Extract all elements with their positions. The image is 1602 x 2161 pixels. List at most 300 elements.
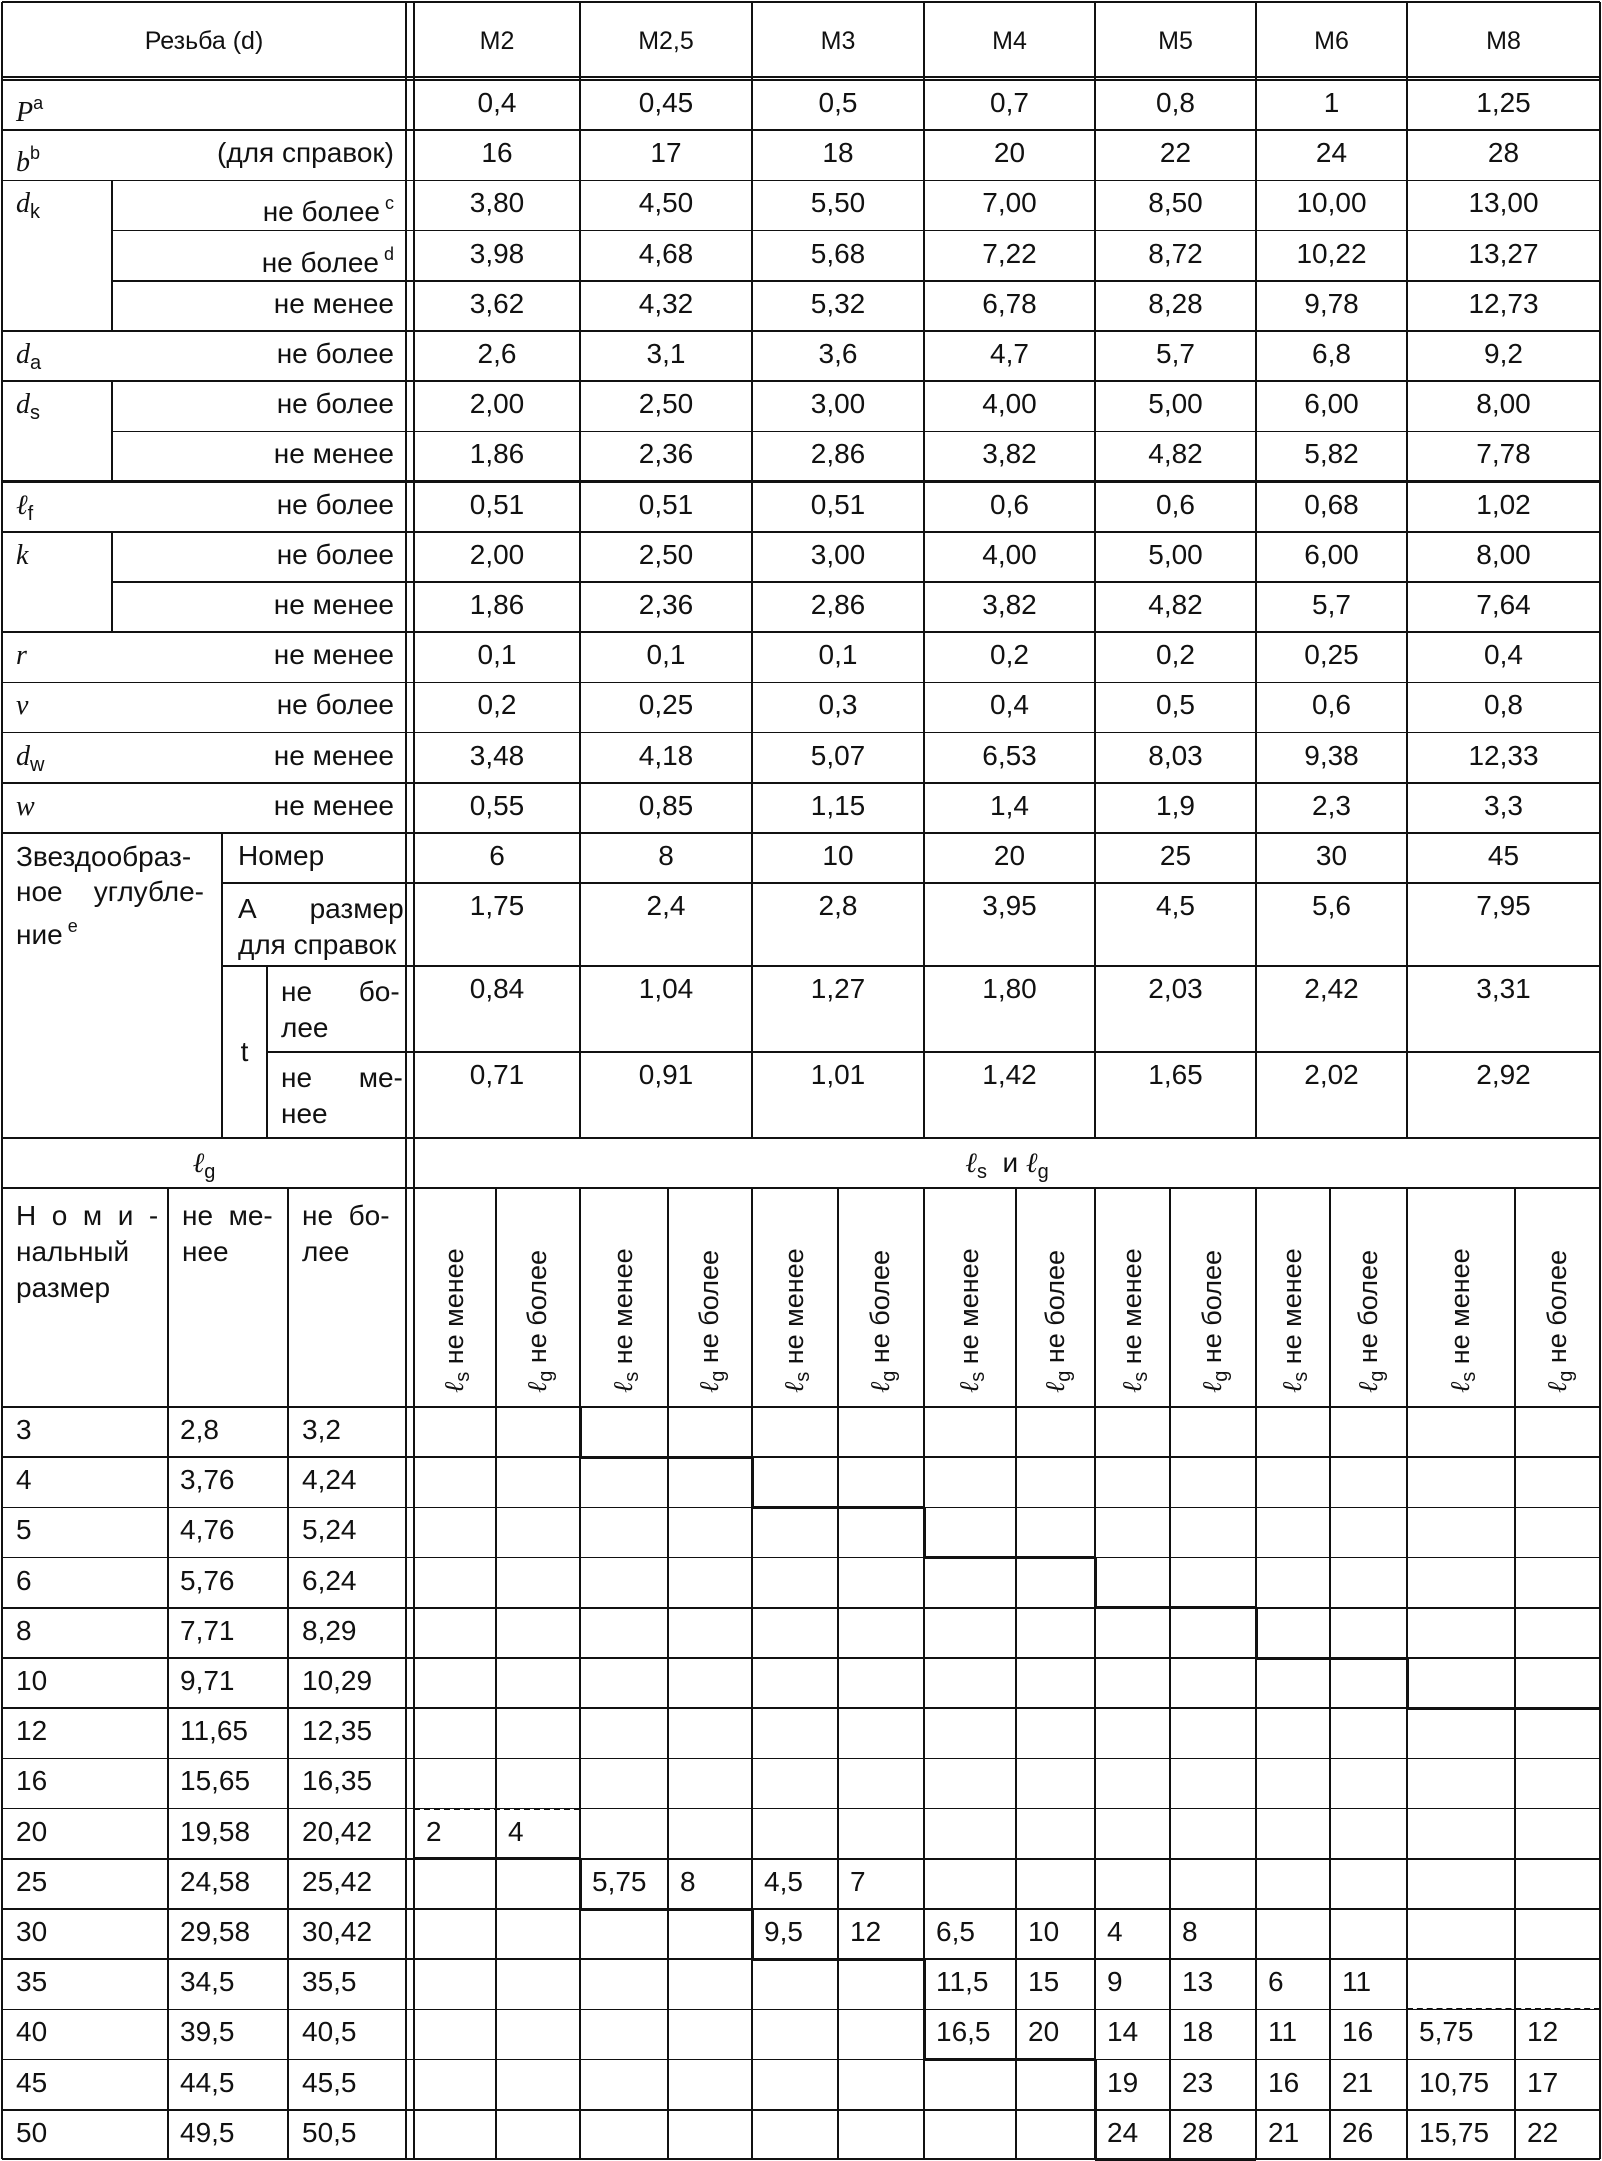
vt-symbol: ℓ bbox=[1352, 1381, 1383, 1393]
size-label: M3 bbox=[820, 27, 856, 55]
recess-a-line: для справок bbox=[238, 929, 397, 960]
param-value bbox=[580, 231, 752, 281]
value-text: 50,5 bbox=[302, 2116, 357, 2148]
text: Номер bbox=[238, 840, 325, 871]
param-value bbox=[1256, 281, 1407, 331]
ls-min-header bbox=[439, 1248, 475, 1393]
param-value bbox=[580, 381, 752, 431]
nominal-min bbox=[168, 1959, 288, 2009]
param-symbol: d bbox=[16, 389, 30, 421]
vt-subscript: s bbox=[621, 1371, 643, 1382]
param-value bbox=[580, 482, 752, 532]
ls-min-header bbox=[1445, 1248, 1481, 1393]
param-symbol: d bbox=[16, 339, 30, 370]
value-text: 1,02 bbox=[1476, 488, 1531, 520]
grid-line bbox=[221, 833, 223, 1138]
grid-line bbox=[2, 2158, 1600, 2160]
param-value bbox=[414, 80, 580, 130]
recess-label-line: ние $^e$ bbox=[16, 916, 78, 950]
grid-line bbox=[1255, 1608, 1258, 1658]
qualifier-text: не более bbox=[261, 246, 379, 278]
value-text: 6,00 bbox=[1304, 388, 1359, 420]
value-text: 1 bbox=[1323, 87, 1340, 118]
grid-line bbox=[923, 1959, 926, 2059]
length-cell bbox=[1256, 1959, 1330, 2009]
value-text: 3,82 bbox=[982, 438, 1037, 470]
grid-line bbox=[1095, 2158, 1256, 2161]
value-text: 0,4 bbox=[990, 689, 1029, 721]
recess-number-label bbox=[222, 833, 406, 883]
length-cell bbox=[1170, 2110, 1256, 2160]
dashed-line bbox=[1407, 2008, 1600, 2010]
value-text: 22 bbox=[1527, 2116, 1559, 2148]
value-text: 9,38 bbox=[1304, 739, 1359, 771]
recess-value bbox=[580, 833, 752, 883]
value-text: 12,35 bbox=[302, 1715, 373, 1747]
value-text: 8,28 bbox=[1148, 287, 1203, 319]
min-line: не ме- bbox=[182, 1200, 273, 1231]
param-value bbox=[1256, 130, 1407, 180]
value-text: 30 bbox=[1315, 840, 1348, 871]
value-text: 8 bbox=[658, 840, 674, 871]
value-text: 2,42 bbox=[1304, 973, 1359, 1004]
value-text: 3,1 bbox=[646, 338, 686, 369]
param-value bbox=[414, 180, 580, 230]
vt-text: не более bbox=[1197, 1250, 1227, 1371]
param-symbol-14 bbox=[2, 783, 122, 833]
value-text: 22 bbox=[1159, 137, 1192, 169]
param-value bbox=[752, 231, 924, 281]
value-text: 0,51 bbox=[810, 488, 866, 520]
length-cell bbox=[1095, 1909, 1170, 1959]
value-text: 2,4 bbox=[646, 890, 686, 921]
t-max-line: не бо- bbox=[281, 976, 400, 1007]
param-value bbox=[752, 80, 924, 130]
value-text: 24,58 bbox=[180, 1865, 251, 1897]
nominal-size bbox=[2, 1909, 168, 1959]
lg-max-header bbox=[1542, 1250, 1578, 1393]
recess-label-superscript: e bbox=[62, 916, 78, 936]
param-value bbox=[414, 281, 580, 331]
ls-lg-header bbox=[414, 1138, 1600, 1188]
value-text: 4,82 bbox=[1148, 438, 1203, 470]
value-text: 5,00 bbox=[1148, 538, 1203, 570]
value-text: 1,27 bbox=[810, 973, 866, 1004]
grid-line bbox=[2, 1, 1600, 3]
nominal-size-label bbox=[2, 1188, 168, 1407]
vt-symbol: ℓ bbox=[1197, 1381, 1227, 1393]
value-text: 2,00 bbox=[469, 388, 525, 420]
nominal-max bbox=[288, 1507, 406, 1557]
param-value bbox=[1256, 381, 1407, 431]
param-value bbox=[1407, 331, 1600, 381]
nominal-line: Н о м и - bbox=[16, 1200, 159, 1231]
qualifier-text: не менее bbox=[273, 589, 394, 620]
param-subscript: w bbox=[30, 753, 45, 776]
grid-line bbox=[287, 1188, 289, 2159]
value-text: 20 bbox=[1028, 2016, 1060, 2048]
grid-line bbox=[751, 1188, 753, 2159]
recess-value bbox=[752, 966, 924, 1052]
param-symbol: v bbox=[16, 690, 29, 722]
value-text: 2,6 bbox=[477, 338, 517, 369]
value-text: 0,6 bbox=[990, 488, 1029, 520]
value-text: 6,24 bbox=[302, 1564, 357, 1596]
value-text: 25,42 bbox=[302, 1865, 373, 1897]
value-text: 12,73 bbox=[1468, 287, 1539, 319]
param-qualifier-6 bbox=[112, 381, 406, 431]
grid-line bbox=[2, 531, 1600, 533]
grid-line bbox=[112, 581, 1600, 583]
ls-header-subscript: s bbox=[976, 1161, 987, 1183]
param-symbol-12 bbox=[2, 682, 122, 732]
value-text: 10 bbox=[822, 840, 854, 871]
length-cell bbox=[496, 1809, 580, 1859]
value-text: 4,68 bbox=[638, 237, 694, 269]
param-value bbox=[752, 532, 924, 582]
value-text: 49,5 bbox=[180, 2116, 235, 2148]
length-cell bbox=[1095, 1959, 1170, 2009]
grid-line bbox=[2, 631, 1600, 633]
grid-line bbox=[752, 1506, 924, 1509]
nominal-min bbox=[168, 2110, 288, 2160]
qualifier-superscript: c bbox=[379, 193, 394, 214]
param-symbol: d bbox=[16, 740, 30, 772]
value-text: 28 bbox=[1487, 137, 1520, 169]
grid-line bbox=[1094, 1558, 1097, 1608]
param-value bbox=[924, 532, 1095, 582]
ls-min-header bbox=[1117, 1248, 1153, 1393]
length-cell bbox=[1095, 2060, 1170, 2110]
length-cell bbox=[924, 1909, 1016, 1959]
grid-line bbox=[579, 1188, 581, 2159]
param-symbol-9 bbox=[2, 532, 122, 582]
lg-max-header bbox=[1197, 1250, 1233, 1393]
param-value bbox=[414, 582, 580, 632]
value-text: 8,50 bbox=[1148, 187, 1203, 219]
grid-line bbox=[924, 1556, 1095, 1559]
param-value bbox=[752, 632, 924, 682]
param-qualifier-12 bbox=[112, 682, 406, 732]
value-text: 0,1 bbox=[818, 639, 858, 671]
value-text: 6 bbox=[1268, 1966, 1284, 1998]
recess-value bbox=[1256, 1052, 1407, 1138]
nominal-size bbox=[2, 2060, 168, 2110]
grid-line bbox=[2, 129, 1600, 131]
grid-line bbox=[579, 1859, 582, 1909]
header-size-4 bbox=[1095, 2, 1256, 80]
value-text: 4,18 bbox=[638, 739, 694, 771]
param-value bbox=[752, 431, 924, 481]
nominal-line: нальный bbox=[16, 1236, 130, 1267]
param-value bbox=[414, 482, 580, 532]
value-text: 4,00 bbox=[982, 388, 1037, 420]
param-value bbox=[924, 331, 1095, 381]
value-text: 25 bbox=[1159, 840, 1192, 871]
grid-line bbox=[2, 2059, 1600, 2061]
grid-line bbox=[667, 1188, 669, 2159]
grid-line bbox=[112, 431, 1600, 433]
ls-min-header bbox=[779, 1248, 815, 1393]
param-qualifier-7 bbox=[112, 431, 406, 481]
value-text: 2,92 bbox=[1476, 1059, 1531, 1090]
value-text: 3,80 bbox=[469, 187, 525, 219]
grid-line bbox=[2, 1808, 1600, 1810]
grid-line bbox=[1015, 1188, 1017, 2159]
value-text: 7 bbox=[850, 1865, 866, 1897]
recess-label bbox=[2, 833, 222, 1138]
value-text: 35,5 bbox=[302, 1966, 357, 1998]
lg-max-header bbox=[1040, 1250, 1076, 1393]
value-text: 0,68 bbox=[1304, 488, 1359, 520]
lg-max-header bbox=[1353, 1250, 1389, 1393]
grid-line bbox=[413, 2, 415, 2159]
vt-symbol: ℓ bbox=[779, 1381, 809, 1393]
param-value bbox=[414, 682, 580, 732]
grid-line bbox=[1095, 1606, 1256, 1609]
nominal-min bbox=[168, 2009, 288, 2059]
value-text: 1,04 bbox=[638, 973, 694, 1004]
param-symbol: d bbox=[16, 188, 30, 220]
param-value bbox=[580, 733, 752, 783]
value-text: 16,5 bbox=[936, 2016, 991, 2048]
vt-symbol: ℓ bbox=[1541, 1381, 1572, 1393]
value-text: 0,2 bbox=[1156, 639, 1195, 671]
dashed-line bbox=[1256, 1958, 1407, 1960]
nominal-min bbox=[168, 2060, 288, 2110]
qualifier-text: не более bbox=[262, 196, 380, 228]
grid-line bbox=[2, 732, 1600, 734]
grid-line bbox=[1094, 2, 1096, 1138]
param-value bbox=[1407, 130, 1600, 180]
recess-value bbox=[414, 966, 580, 1052]
lg-max-header bbox=[522, 1250, 558, 1393]
and-word: и bbox=[986, 1147, 1026, 1178]
value-text: 3,82 bbox=[982, 589, 1037, 620]
length-cell bbox=[1170, 1909, 1256, 1959]
param-subscript: f bbox=[27, 502, 34, 525]
param-value bbox=[1407, 281, 1600, 331]
vt-symbol: ℓ bbox=[1445, 1381, 1475, 1393]
recess-value bbox=[414, 833, 580, 883]
lg-header-subscript: g bbox=[204, 1161, 216, 1183]
param-symbol: b bbox=[16, 147, 30, 179]
vt-symbol: ℓ bbox=[865, 1381, 895, 1393]
value-text: 5,24 bbox=[302, 1514, 357, 1546]
nominal-size bbox=[2, 1457, 168, 1507]
value-text: 5,6 bbox=[1312, 890, 1351, 921]
length-cell bbox=[838, 1909, 924, 1959]
value-text: 26 bbox=[1342, 2116, 1374, 2148]
grid-line bbox=[2, 782, 1600, 784]
grid-line bbox=[2, 1858, 1600, 1860]
value-text: 0,2 bbox=[990, 639, 1029, 671]
grid-line bbox=[2, 832, 1600, 834]
value-text: 18 bbox=[822, 137, 854, 169]
value-text: 7,00 bbox=[982, 187, 1037, 219]
max-line: не бо- bbox=[302, 1200, 390, 1231]
value-text: 0,6 bbox=[1312, 689, 1351, 721]
vt-symbol: ℓ bbox=[694, 1381, 724, 1393]
t-min-line: нее bbox=[281, 1098, 328, 1129]
recess-value bbox=[924, 1052, 1095, 1138]
nominal-size bbox=[2, 1658, 168, 1708]
value-text: 28 bbox=[1182, 2116, 1214, 2148]
param-value bbox=[1095, 331, 1256, 381]
param-value bbox=[414, 783, 580, 833]
length-cell bbox=[1016, 2009, 1095, 2059]
vt-symbol: ℓ bbox=[954, 1381, 984, 1393]
param-value bbox=[1095, 231, 1256, 281]
length-cell bbox=[1330, 2110, 1407, 2160]
value-text: 6,8 bbox=[1312, 338, 1351, 369]
value-text: 4,00 bbox=[982, 538, 1037, 570]
header-size-5 bbox=[1256, 2, 1407, 80]
param-subscript: k bbox=[30, 201, 40, 224]
grid-line bbox=[2, 180, 1600, 182]
grid-line bbox=[1094, 2060, 1097, 2159]
param-symbol-1 bbox=[2, 130, 122, 180]
value-text: 1,86 bbox=[469, 438, 525, 470]
param-value bbox=[1407, 582, 1600, 632]
param-value bbox=[924, 582, 1095, 632]
value-text: 6,78 bbox=[982, 287, 1037, 319]
vt-text: не менее bbox=[1277, 1248, 1307, 1372]
grid-line bbox=[2, 1758, 1600, 1760]
qualifier-text: не менее bbox=[273, 639, 394, 671]
recess-value bbox=[1407, 833, 1600, 883]
value-text: 44,5 bbox=[180, 2066, 235, 2098]
param-value bbox=[752, 331, 924, 381]
qualifier-text: не менее bbox=[273, 287, 394, 319]
value-text: 5,76 bbox=[180, 1564, 235, 1596]
max-label bbox=[288, 1188, 406, 1407]
param-symbol-11 bbox=[2, 632, 122, 682]
max-line: лее bbox=[302, 1236, 350, 1267]
nominal-size bbox=[2, 1758, 168, 1808]
grid-line bbox=[1406, 1658, 1409, 1708]
value-text: 7,22 bbox=[982, 237, 1037, 269]
value-text: 45 bbox=[16, 2066, 48, 2098]
value-text: 0,51 bbox=[469, 488, 525, 520]
nominal-max bbox=[288, 1758, 406, 1808]
qualifier-text: не более bbox=[276, 488, 394, 520]
vt-symbol: ℓ bbox=[439, 1381, 469, 1393]
grid-line bbox=[2, 2109, 1600, 2111]
recess-a-line: A размер bbox=[238, 893, 404, 924]
param-value bbox=[1095, 381, 1256, 431]
value-text: 19,58 bbox=[180, 1815, 251, 1847]
ls-header-symbol: ℓ bbox=[965, 1148, 977, 1179]
param-qualifier-4 bbox=[112, 281, 406, 331]
length-cell bbox=[1170, 2009, 1256, 2059]
grid-line bbox=[111, 532, 113, 632]
nominal-max bbox=[288, 1457, 406, 1507]
vt-text: не более bbox=[865, 1250, 895, 1371]
value-text: 7,64 bbox=[1476, 589, 1531, 620]
value-text: 4,5 bbox=[1156, 890, 1195, 921]
param-value bbox=[1095, 431, 1256, 481]
value-text: 12 bbox=[16, 1715, 48, 1747]
recess-value bbox=[752, 883, 924, 966]
grid-line bbox=[580, 1908, 752, 1911]
length-cell bbox=[1256, 2110, 1330, 2160]
vt-symbol: ℓ bbox=[1277, 1381, 1307, 1393]
header-thread-label bbox=[2, 2, 406, 80]
param-value bbox=[414, 130, 580, 180]
value-text: 0,55 bbox=[469, 789, 525, 821]
param-value bbox=[752, 180, 924, 230]
grid-line bbox=[1406, 2, 1408, 1138]
grid-line bbox=[1514, 1188, 1516, 2159]
value-text: 5,07 bbox=[810, 739, 866, 771]
param-value bbox=[752, 733, 924, 783]
param-qualifier-2 bbox=[112, 180, 406, 230]
nominal-max bbox=[288, 1608, 406, 1658]
param-symbol: k bbox=[16, 539, 29, 571]
value-text: 10 bbox=[16, 1665, 48, 1696]
recess-value bbox=[1407, 1052, 1600, 1138]
param-value bbox=[414, 532, 580, 582]
vt-subscript: g bbox=[1554, 1370, 1577, 1382]
param-value bbox=[752, 381, 924, 431]
qualifier-text: не более bbox=[276, 388, 394, 420]
qualifier-text: не менее bbox=[273, 739, 394, 771]
vt-subscript: s bbox=[1290, 1371, 1312, 1382]
vt-symbol: ℓ bbox=[608, 1381, 638, 1393]
param-value bbox=[924, 180, 1095, 230]
nominal-size bbox=[2, 1959, 168, 2009]
recess-value bbox=[1095, 1052, 1256, 1138]
value-text: 1,75 bbox=[469, 890, 525, 921]
param-value bbox=[1256, 80, 1407, 130]
value-text: 0,8 bbox=[1156, 87, 1195, 118]
grid-line bbox=[405, 2, 407, 2159]
value-text: 8 bbox=[16, 1614, 32, 1646]
param-value bbox=[414, 231, 580, 281]
param-qualifier-5 bbox=[112, 331, 406, 381]
param-value bbox=[1407, 431, 1600, 481]
param-value bbox=[1407, 783, 1600, 833]
grid-line bbox=[2, 682, 1600, 684]
value-text: 0,5 bbox=[1156, 689, 1195, 721]
value-text: 2,86 bbox=[810, 438, 866, 470]
param-qualifier-11 bbox=[112, 632, 406, 682]
param-value bbox=[752, 482, 924, 532]
qualifier-text: не более bbox=[276, 689, 394, 721]
value-text: 0,5 bbox=[818, 87, 858, 118]
recess-value bbox=[580, 883, 752, 966]
param-qualifier-9 bbox=[112, 532, 406, 582]
length-cell bbox=[1407, 2060, 1515, 2110]
value-text: 9,78 bbox=[1304, 287, 1359, 319]
value-text: 3,00 bbox=[810, 538, 866, 570]
length-cell bbox=[1016, 1959, 1095, 2009]
qualifier-superscript: d bbox=[378, 243, 394, 264]
grid-line bbox=[751, 2, 753, 1138]
grid-line bbox=[2, 1707, 1600, 1709]
value-text: 4 bbox=[1107, 1916, 1123, 1947]
vt-subscript: s bbox=[967, 1371, 989, 1382]
vt-subscript: g bbox=[707, 1370, 729, 1382]
param-value bbox=[1407, 231, 1600, 281]
value-text: 30 bbox=[16, 1916, 48, 1947]
value-text: 12,33 bbox=[1468, 739, 1539, 771]
grid-line bbox=[2, 79, 1600, 81]
lg-max-header bbox=[694, 1250, 730, 1393]
value-text: 5,75 bbox=[1419, 2016, 1474, 2048]
value-text: 0,3 bbox=[818, 689, 858, 721]
